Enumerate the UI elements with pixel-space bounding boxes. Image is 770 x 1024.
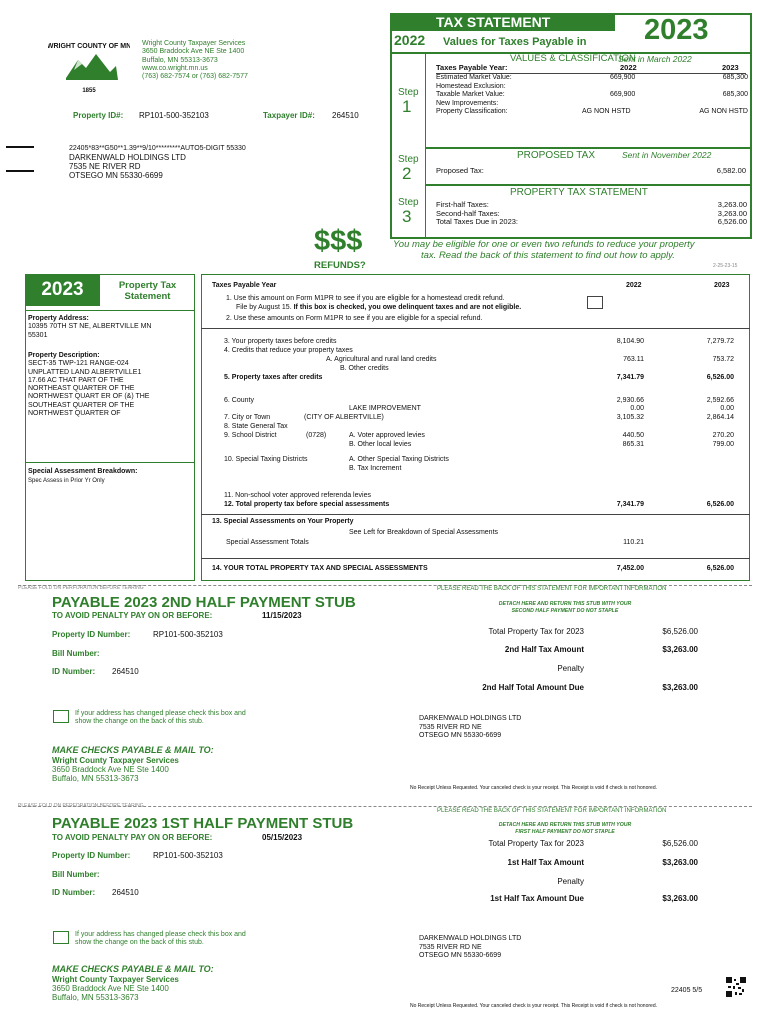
detach-note: DETACH HERE AND RETURN THIS STUB WITH YOUR FIRST HALF PAYMENT DO NOT STAPLE: [498, 822, 632, 835]
step3-heading: PROPERTY TAX STATEMENT: [510, 187, 648, 198]
step1-label: Step: [398, 87, 419, 98]
fold-note: PLEASE FOLD ON PERFORATION BEFORE TEARING: [18, 803, 144, 809]
stub-owner: DARKENWALD HOLDINGS LTD 7535 RIVER RD NE OTSEGO MN 55330-6699: [419, 935, 522, 959]
stub-title: PAYABLE 2023 2ND HALF PAYMENT STUB: [52, 594, 356, 611]
page-code: 22405 5/5: [671, 987, 703, 994]
address-change-checkbox[interactable]: [53, 931, 69, 944]
taxpayer-id-label: Taxpayer ID#:: [263, 111, 315, 120]
statement-year: 2023: [644, 14, 709, 46]
refunds-symbol: $$$: [314, 225, 363, 257]
mail-barcode-line: 22405*83**G50**1.39**9/10*********AUTO5-DIGIT 55330: [69, 145, 246, 152]
read-back-note: PLEASE READ THE BACK OF THIS STATEMENT FOR IMPORTANT INFORMATION: [437, 586, 667, 592]
stub-id: 264510: [112, 888, 139, 897]
stub-property-id-label: Property ID Number:: [52, 851, 131, 860]
proposed-tax-label: Proposed Tax:: [436, 166, 484, 175]
step1-rows: Estimated Market Value: 669,900 685,300 Homestead Exclusion: Taxable Market Value: 669,900 685,300 New Improvements: Property Classification: AG NON HSTD AG NON HSTD: [436, 74, 748, 115]
read-back-note: PLEASE READ THE BACK OF THIS STATEMENT FOR IMPORTANT INFORMATION: [437, 808, 667, 814]
margin-mark: [6, 170, 34, 172]
owner-address: DARKENWALD HOLDINGS LTD 7535 NE RIVER RD OTSEGO MN 55330-6699: [69, 153, 186, 180]
payee-address: Wright County Taxpayer Services 3650 Braddock Ave NE Ste 1400 Buffalo, MN 55313-3673: [52, 756, 179, 783]
property-address: Property Address: 10395 70TH ST NE, ALBERTVILLE MN 55301: [28, 315, 152, 339]
stub-property-id: RP101-500-352103: [153, 630, 223, 639]
refunds-label: REFUNDS?: [314, 260, 366, 271]
stub-id-label: ID Number:: [52, 888, 96, 897]
step1-col1: 2022: [620, 63, 637, 72]
step2-label: Step: [398, 154, 419, 165]
stub-bill-label: Bill Number:: [52, 649, 100, 658]
refund-note: You may be eligible for one or even two refunds to reduce your property tax. Read the back of this statement to find out how to apply.: [393, 239, 695, 261]
small-code: 2-25-23-15: [713, 263, 738, 269]
qr-code-icon: [726, 977, 746, 997]
step1-col-label: Taxes Payable Year:: [436, 63, 508, 72]
values-caption: Values for Taxes Payable in: [443, 36, 587, 48]
property-description: Property Description: SECT-35 TWP-121 RANGE-024 UNPLATTED LAND ALBERTVILLE1 17.66 AC THAT PART OF THE NORTHEAST QUARTER OF THE NORTHWEST QUART ER OF (&) THE SOUTHEAST QUARTER OF THE NORTHWEST QUARTER OF: [28, 352, 150, 418]
margin-mark: [6, 146, 34, 148]
step1-heading: VALUES & CLASSIFICATION: [510, 53, 636, 64]
agency-address: Wright County Taxpayer Services 3650 Braddock Ave NE Ste 1400 Buffalo, MN 55313-3673 www.co.wright.mn.us (763) 682-7574 or (763) 682-7577: [142, 40, 248, 81]
penalty-label: TO AVOID PENALTY PAY ON OR BEFORE:: [52, 833, 213, 842]
address-change-note: If your address has changed please check this box and show the change on the back of this stub.: [75, 710, 246, 725]
svg-text:WRIGHT COUNTY OF MN: WRIGHT COUNTY OF MN: [48, 43, 130, 50]
statement-title-bar: TAX STATEMENT: [390, 13, 615, 31]
make-checks-label: MAKE CHECKS PAYABLE & MAIL TO:: [52, 964, 214, 974]
svg-text:1855: 1855: [82, 88, 96, 94]
step1-sent: Sent in March 2022: [618, 54, 692, 64]
payee-address: Wright County Taxpayer Services 3650 Braddock Ave NE Ste 1400 Buffalo, MN 55313-3673: [52, 975, 179, 1002]
fold-note: PLEASE FOLD ON PERFORATION BEFORE TEARING: [18, 585, 144, 591]
address-change-checkbox[interactable]: [53, 710, 69, 723]
delinquent-checkbox: [587, 296, 603, 309]
stub-owner: DARKENWALD HOLDINGS LTD 7535 RIVER RD NE OTSEGO MN 55330-6699: [419, 715, 522, 739]
step2-heading: PROPOSED TAX: [517, 150, 595, 161]
stub-property-id: RP101-500-352103: [153, 851, 223, 860]
county-seal: [48, 30, 130, 95]
stub-id-label: ID Number:: [52, 667, 96, 676]
step3-number: 3: [402, 207, 412, 226]
detach-note: DETACH HERE AND RETURN THIS STUB WITH YOUR SECOND HALF PAYMENT DO NOT STAPLE: [498, 601, 632, 614]
property-id-label: Property ID#:: [73, 111, 124, 120]
penalty-date: 11/15/2023: [262, 611, 302, 620]
stub-property-id-label: Property ID Number:: [52, 630, 131, 639]
penalty-label: TO AVOID PENALTY PAY ON OR BEFORE:: [52, 611, 213, 620]
left-panel-year-badge: 2023: [25, 274, 100, 306]
stub-title: PAYABLE 2023 1ST HALF PAYMENT STUB: [52, 815, 354, 832]
proposed-tax-value: 6,582.00: [716, 166, 746, 175]
address-change-note: If your address has changed please check this box and show the change on the back of this stub.: [75, 931, 246, 946]
step1-number: 1: [402, 97, 412, 116]
stub-bill-label: Bill Number:: [52, 870, 100, 879]
special-assessment-line: Spec Assess in Prior Yr Only: [28, 478, 105, 484]
step3-label: Step: [398, 197, 419, 208]
receipt-note: No Receipt Unless Requested. Your canceled check is your receipt. This Receipt is void if check is not honored.: [410, 785, 657, 791]
left-panel-title: Property Tax Statement: [118, 280, 177, 302]
receipt-note: No Receipt Unless Requested. Your canceled check is your receipt. This Receipt is void if check is not honored.: [410, 1003, 657, 1009]
property-id-value: RP101-500-352103: [139, 111, 209, 120]
step2-sent: Sent in November 2022: [622, 150, 712, 160]
penalty-date: 05/15/2023: [262, 833, 303, 842]
taxpayer-id-value: 264510: [332, 111, 359, 120]
special-assessment-label: Special Assessment Breakdown:: [28, 468, 138, 475]
step1-col2: 2023: [722, 63, 739, 72]
stub-id: 264510: [112, 667, 139, 676]
values-year: 2022: [394, 32, 426, 48]
make-checks-label: MAKE CHECKS PAYABLE & MAIL TO:: [52, 745, 214, 755]
step2-number: 2: [402, 164, 412, 183]
step3-rows: First-half Taxes: 3,263.00 Second-half Taxes: 3,263.00 Total Taxes Due in 2023: 6,526.00: [436, 200, 747, 226]
